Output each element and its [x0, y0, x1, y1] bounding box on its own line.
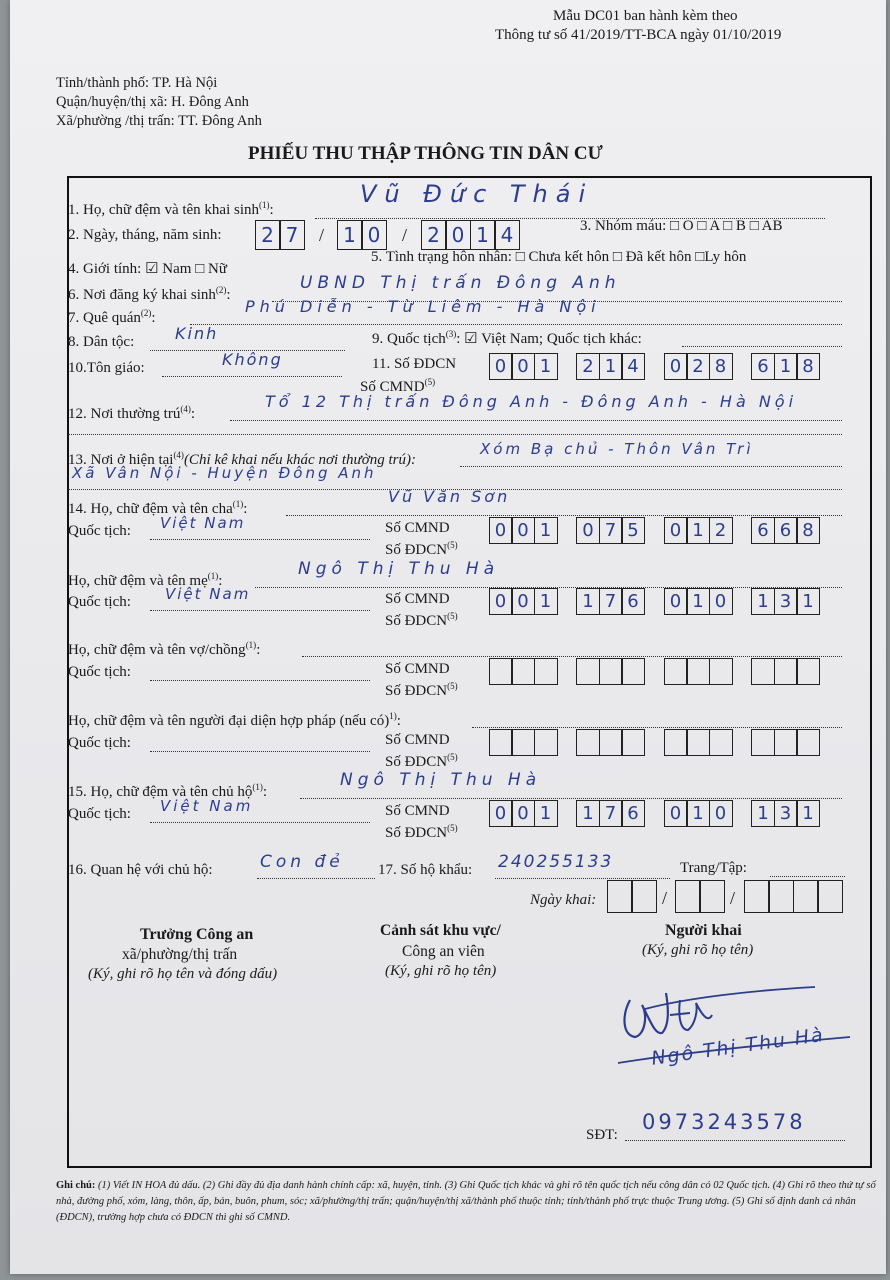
mother-nat-value: Việt Nam [165, 585, 251, 603]
date-slash: / [730, 888, 736, 908]
form-paper [10, 0, 886, 1274]
mother-id-digit: 0 [511, 588, 535, 615]
name-value: Vũ Đức Thái [360, 180, 594, 208]
father-id-digit: 6 [774, 517, 798, 544]
head-nat-label: Quốc tịch: [68, 806, 131, 822]
household-value: 240255133 [498, 852, 614, 872]
spouse-id-boxes [490, 658, 820, 685]
father-id-digit: 7 [599, 517, 623, 544]
head-id-digit: 1 [686, 800, 710, 827]
date-box [817, 880, 843, 913]
rep-id-digit [576, 729, 600, 756]
spouse-id-digit [709, 658, 733, 685]
mother-id-digit: 7 [599, 588, 623, 615]
spouse-id-digit [621, 658, 645, 685]
spouse-nat-label: Quốc tịch: [68, 664, 131, 680]
spouse-id-digit [534, 658, 558, 685]
dob-month-boxes [338, 220, 387, 250]
district-line: Quận/huyện/thị xã: H. Đông Anh [56, 94, 249, 110]
current-value-1: Xóm Bạ chủ - Thôn Vân Trì [480, 440, 754, 458]
rep-ddcn-label: Số ĐDCN$^{(5)}$ [385, 752, 458, 770]
date-slash: / [662, 888, 668, 908]
id-digit: 2 [576, 353, 600, 380]
rep-cmnd-label: Số CMND [385, 732, 450, 748]
id-digit-boxes [490, 353, 820, 380]
father-id-digit: 0 [511, 517, 535, 544]
spouse-dotline [302, 638, 842, 657]
spouse-id-digit [774, 658, 798, 685]
date-year-boxes [745, 880, 843, 913]
phone-value: 0973243578 [642, 1110, 806, 1134]
spouse-cmnd-label: Số CMND [385, 661, 450, 677]
residence-value: Tổ 12 Thị trấn Đông Anh - Đông Anh - Hà Nội [265, 392, 798, 411]
rep-id-digit [489, 729, 513, 756]
mother-id-digit: 0 [664, 588, 688, 615]
id-digit: 1 [534, 353, 558, 380]
ethnicity-label: 8. Dân tộc: [68, 334, 135, 350]
id-digit: 2 [686, 353, 710, 380]
id-digit: 6 [751, 353, 775, 380]
dob-slash: / [402, 225, 408, 245]
head-id-digit: 0 [664, 800, 688, 827]
head-value: Ngô Thị Thu Hà [340, 770, 542, 790]
officer-note: (Ký, ghi rõ họ tên) [385, 963, 497, 979]
date-day-boxes [608, 880, 657, 913]
date-box [607, 880, 633, 913]
father-id-digit: 1 [686, 517, 710, 544]
rep-id-digit [774, 729, 798, 756]
spouse-id-digit [489, 658, 513, 685]
birth-reg-label: 6. Nơi đăng ký khai $\sinh^{(2)}$: [68, 285, 231, 303]
head-id-digit: 0 [511, 800, 535, 827]
nationality-line: 9. Quốc tịch$^{(3)}$: ☑ Việt Nam; Quốc tịch khác: [372, 329, 642, 347]
rep-id-digit [621, 729, 645, 756]
head-id-digit: 0 [489, 800, 513, 827]
form-title: PHIẾU THU THẬP THÔNG TIN DÂN CƯ [248, 143, 603, 164]
page-dotline [770, 858, 845, 877]
dob-digit: 4 [494, 220, 520, 250]
dob-digit: 2 [421, 220, 447, 250]
dob-digit: 1 [470, 220, 496, 250]
spouse-label: Họ, chữ đệm và tên vợ/chồng$^{(1)}$: [68, 640, 261, 658]
mother-ddcn-label: Số ĐDCN$^{(5)}$ [385, 611, 458, 629]
id-label-2: Số CMND$^{(5)}$ [360, 377, 436, 395]
head-id-boxes [490, 800, 820, 827]
mother-value: Ngô Thị Thu Hà [298, 559, 500, 579]
rep-id-digit [599, 729, 623, 756]
id-label: 11. Số ĐDCN [372, 356, 457, 372]
circular-ref: Thông tư số 41/2019/TT-BCA ngày 01/10/2019 [495, 27, 782, 43]
date-box [744, 880, 770, 913]
date-box [699, 880, 725, 913]
residence-label: 12. Nơi thường trú$^{(4)}$: [68, 404, 195, 422]
father-ddcn-label: Số ĐDCN$^{(5)}$ [385, 540, 458, 558]
spouse-id-digit [599, 658, 623, 685]
rep-id-digit [796, 729, 820, 756]
relation-label: 16. Quan hệ với chủ hộ: [68, 862, 213, 878]
spouse-id-digit [686, 658, 710, 685]
mother-id-digit: 1 [796, 588, 820, 615]
id-digit: 0 [511, 353, 535, 380]
date-box [631, 880, 657, 913]
declarant-title: Người khai [665, 922, 742, 939]
mother-label: Họ, chữ đệm và tên mẹ$^{(1)}$: [68, 571, 223, 589]
father-id-digit: 0 [576, 517, 600, 544]
police-chief-title: Trưởng Công an [140, 926, 254, 943]
rep-label: Họ, chữ đệm và tên người đại diện hợp pháp (nếu có)$^{1)}$: [68, 711, 401, 729]
id-digit: 8 [709, 353, 733, 380]
spouse-id-digit [576, 658, 600, 685]
father-id-boxes [490, 517, 820, 544]
rep-id-digit [511, 729, 535, 756]
rep-id-digit [534, 729, 558, 756]
spouse-id-digit [664, 658, 688, 685]
relation-value: Con đẻ [260, 852, 344, 872]
household-label: 17. Số hộ khẩu: [378, 862, 473, 878]
rep-id-digit [686, 729, 710, 756]
mother-id-digit: 1 [534, 588, 558, 615]
head-id-digit: 3 [774, 800, 798, 827]
id-digit: 0 [664, 353, 688, 380]
mother-id-digit: 3 [774, 588, 798, 615]
footnote [56, 1178, 878, 1226]
rep-id-digit [709, 729, 733, 756]
officer-title: Cảnh sát khu vực/ [380, 922, 501, 939]
father-nat-label: Quốc tịch: [68, 523, 131, 539]
dob-label: 2. Ngày, tháng, năm sinh: [68, 227, 222, 243]
rep-id-boxes [490, 729, 820, 756]
head-ddcn-label: Số ĐDCN$^{(5)}$ [385, 823, 458, 841]
mother-nat-label: Quốc tịch: [68, 594, 131, 610]
date-label: Ngày khai: [530, 892, 597, 908]
head-cmnd-label: Số CMND [385, 803, 450, 819]
phone-label: SĐT: [586, 1127, 618, 1143]
page-label: Trang/Tập: [680, 860, 747, 876]
hometown-label: 7. Quê quán$^{(2)}$: [68, 308, 156, 326]
dob-year-boxes [422, 220, 520, 250]
current-value-2: Xã Vân Nội - Huyện Đông Anh [72, 464, 377, 482]
police-chief-title-2: xã/phường/thị trấn [122, 946, 238, 963]
footnote-text: (1) Viết IN HOA đủ dấu. (2) Ghi đầy đủ địa danh hành chính cấp: xã, huyện, tỉnh. (3) Ghi Quốc tịch khác và ghi rõ tên quốc tịch nếu công dân có 02 Quốc tịch. (4) Ghi rõ theo thứ tự số nhà, đường phố, xóm, làng, thôn, ấp, bản, buôn, phum, sóc; xã/phường/thị trấn; quận/huyện/thị xã/thành phố thuộc tỉnh; tỉnh/thành phố trực thuộc Trung ương. (5) Ghi số định danh cá nhân (ĐDCN), trường hợp chưa có ĐDCN thì ghi số CMND. [56, 1180, 876, 1223]
head-id-digit: 1 [576, 800, 600, 827]
father-dotline [286, 497, 842, 516]
spouse-ddcn-label: Số ĐDCN$^{(5)}$ [385, 681, 458, 699]
rep-dotline [472, 709, 842, 728]
mother-id-digit: 0 [709, 588, 733, 615]
father-label: 14. Họ, chữ đệm và tên cha$^{(1)}$: [68, 499, 248, 517]
head-id-digit: 1 [751, 800, 775, 827]
father-nat-value: Việt Nam [160, 514, 246, 532]
mother-id-digit: 0 [489, 588, 513, 615]
mother-id-digit: 1 [686, 588, 710, 615]
rep-nat-dotline [150, 733, 370, 752]
spouse-id-digit [511, 658, 535, 685]
father-id-digit: 0 [489, 517, 513, 544]
father-cmnd-label: Số CMND [385, 520, 450, 536]
nationality-other-dotline [682, 328, 842, 347]
mother-id-digit: 6 [621, 588, 645, 615]
residence-dotline-2 [68, 420, 842, 435]
marital-line: 5. Tình trạng hôn nhân: □ Chưa kết hôn □ Đã kết hôn □Ly hôn [371, 249, 747, 265]
head-id-digit: 1 [534, 800, 558, 827]
footnote-label: Ghi chú: [56, 1180, 96, 1191]
gender-line: 4. Giới tính: ☑ Nam □ Nữ [68, 261, 227, 277]
head-id-digit: 0 [709, 800, 733, 827]
dob-slash: / [319, 225, 325, 245]
head-id-digit: 1 [796, 800, 820, 827]
name-label: 1. Họ, chữ đệm và tên khai $\sinh^{(1)}$: [68, 200, 274, 218]
id-digit: 8 [796, 353, 820, 380]
dob-day-boxes [256, 220, 305, 250]
head-id-digit: 7 [599, 800, 623, 827]
id-digit: 1 [599, 353, 623, 380]
ethnicity-value: Kinh [175, 324, 219, 343]
religion-value: Không [222, 350, 283, 369]
id-digit: 0 [489, 353, 513, 380]
father-id-digit: 6 [751, 517, 775, 544]
father-id-digit: 5 [621, 517, 645, 544]
id-digit: 1 [774, 353, 798, 380]
father-id-digit: 0 [664, 517, 688, 544]
id-digit: 4 [621, 353, 645, 380]
form-code: Mẫu DC01 ban hành kèm theo [553, 8, 738, 24]
dob-digit: 7 [279, 220, 305, 250]
date-box [768, 880, 794, 913]
date-box [793, 880, 819, 913]
father-id-digit: 2 [709, 517, 733, 544]
father-id-digit: 1 [534, 517, 558, 544]
spouse-id-digit [796, 658, 820, 685]
dob-digit: 0 [361, 220, 387, 250]
spouse-id-digit [751, 658, 775, 685]
dob-digit: 1 [337, 220, 363, 250]
rep-id-digit [751, 729, 775, 756]
officer-title-2: Công an viên [402, 943, 485, 960]
father-value: Vũ Văn Sơn [388, 487, 511, 506]
ward-line: Xã/phường /thị trấn: TT. Đông Anh [56, 113, 262, 129]
head-id-digit: 6 [621, 800, 645, 827]
rep-nat-label: Quốc tịch: [68, 735, 131, 751]
mother-id-digit: 1 [751, 588, 775, 615]
declarant-name: Ngô Thị Thu Hà [650, 1023, 826, 1070]
head-label: 15. Họ, chữ đệm và tên chủ hộ$^{(1)}$: [68, 782, 268, 800]
mother-id-digit: 1 [576, 588, 600, 615]
hometown-value: Phú Diễn - Từ Liêm - Hà Nội [245, 297, 601, 316]
dob-digit: 0 [445, 220, 471, 250]
spouse-nat-dotline [150, 662, 370, 681]
blood-type: 3. Nhóm máu: □ O □ A □ B □ AB [580, 218, 783, 234]
date-month-boxes [676, 880, 725, 913]
province-line: Tỉnh/thành phố: TP. Hà Nội [56, 75, 218, 91]
mother-cmnd-label: Số CMND [385, 591, 450, 607]
current-label: 13. Nơi ở hiện tại$^{(4)}$(Chỉ kê khai nếu khác nơi thường trú): [68, 450, 416, 468]
declarant-note: (Ký, ghi rõ họ tên) [642, 942, 754, 958]
birth-reg-value: UBND Thị trấn Đông Anh [300, 273, 621, 293]
police-chief-note: (Ký, ghi rõ họ tên và đóng dấu) [88, 966, 278, 982]
rep-id-digit [664, 729, 688, 756]
dob-digit: 2 [255, 220, 281, 250]
father-id-digit: 8 [796, 517, 820, 544]
mother-id-boxes [490, 588, 820, 615]
religion-label: 10.Tôn giáo: [68, 360, 145, 376]
head-nat-value: Việt Nam [160, 797, 254, 815]
date-box [675, 880, 701, 913]
